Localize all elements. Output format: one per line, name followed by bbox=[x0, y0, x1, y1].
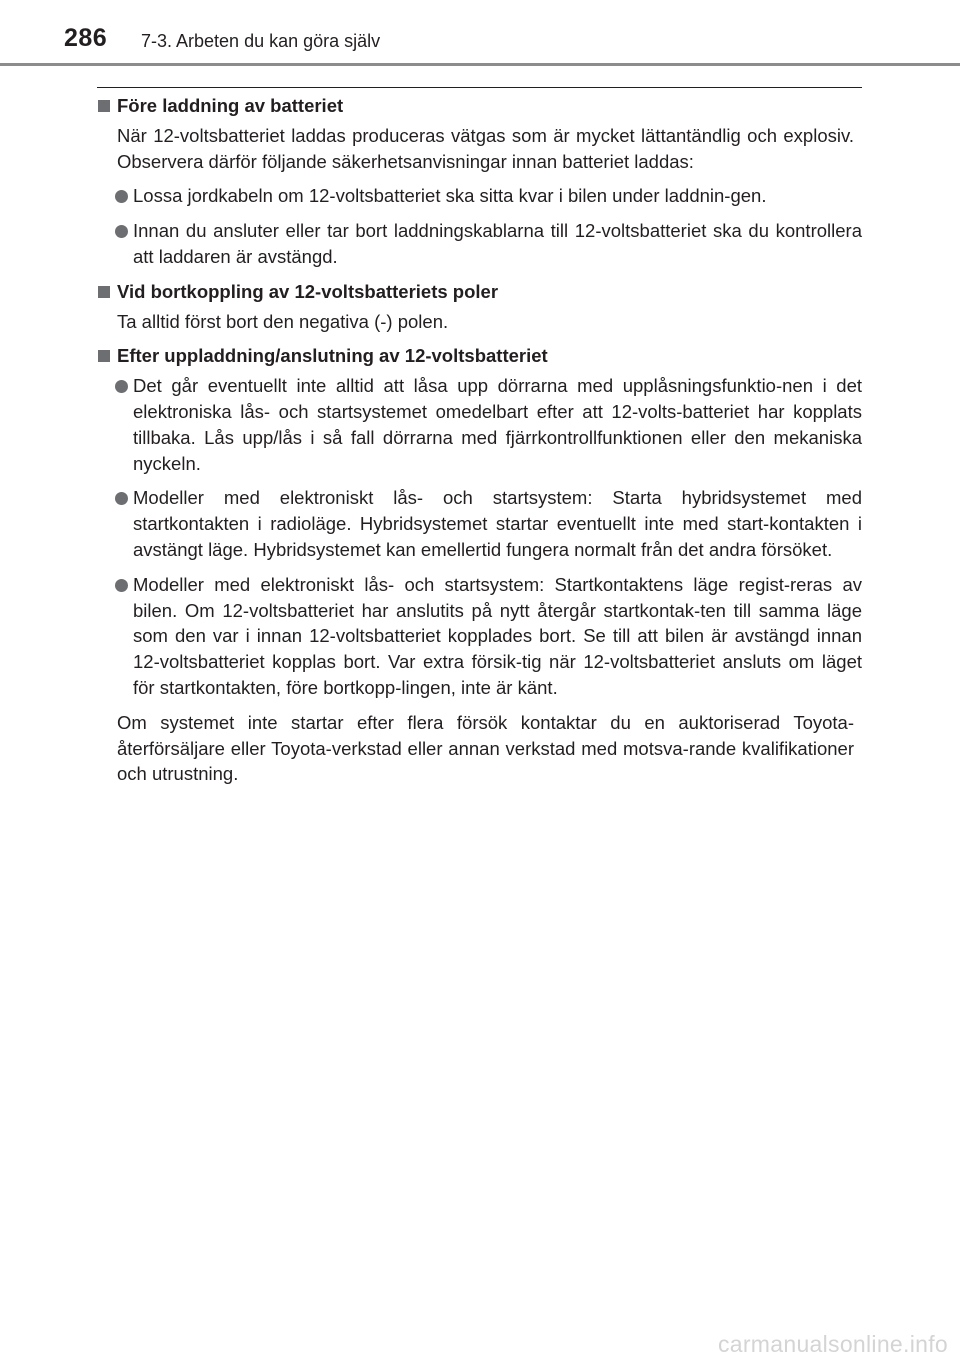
section-heading-after-recharging bbox=[97, 343, 862, 369]
list-item-text: Modeller med elektroniskt lås- och startsystem: Starta hybridsystemet med startkontakten i radioläge. Hybridsystemet startar eventuellt inte med start-kontakten i avstängt läge. Hybridsystemet kan emellertid fungera normalt från det andra försöket. bbox=[133, 487, 862, 560]
page-content bbox=[97, 93, 862, 796]
watermark: carmanualsonline.info bbox=[717, 1331, 948, 1357]
paragraph: Ta alltid först bort den negativa (-) polen. bbox=[117, 310, 449, 332]
list-item-text: Lossa jordkabeln om 12-voltsbatteriet ska sitta kvar i bilen under laddnin-gen. bbox=[133, 185, 767, 207]
list-item-text: Modeller med elektroniskt lås- och startsystem: Startkontaktens läge regist-reras av bilen. Om 12-voltsbatteriet har anslutits på nytt återgår startkontak-ten till samma läge som den var i innan 12-voltsbatteriet kopplades bort. Se till att bilen är avstängd innan 12-voltsbatteriet kopplas bort. Var extra försik-tig när 12-voltsbatteriet ansluts om läget för startkontakten, före bortkopp-lingen, inte är känt. bbox=[133, 573, 862, 698]
circle-bullet-icon bbox=[115, 492, 128, 505]
list-item bbox=[97, 485, 862, 562]
list-item bbox=[97, 183, 862, 209]
square-bullet-icon bbox=[98, 100, 110, 112]
circle-bullet-icon bbox=[115, 225, 128, 238]
square-bullet-icon bbox=[98, 350, 110, 362]
heading-text: Vid bortkoppling av 12-voltsbatteriets poler bbox=[117, 280, 499, 302]
list-item-text: Innan du ansluter eller tar bort laddningskablarna till 12-voltsbatteriet ska du kontrollera att laddaren är avstängd. bbox=[133, 220, 862, 267]
content-top-rule bbox=[97, 87, 862, 88]
page-number: 286 bbox=[64, 24, 108, 52]
heading-text: Före laddning av batteriet bbox=[117, 95, 344, 116]
list-item bbox=[97, 572, 862, 701]
circle-bullet-icon bbox=[115, 579, 128, 592]
section-heading-before-charging bbox=[97, 93, 862, 119]
header-rule bbox=[0, 63, 960, 66]
circle-bullet-icon bbox=[115, 190, 128, 203]
square-bullet-icon bbox=[98, 286, 110, 298]
list-item bbox=[97, 218, 862, 270]
heading-text: Efter uppladdning/anslutning av 12-voltsbatteriet bbox=[117, 345, 548, 367]
section-title: 7-3. Arbeten du kan göra själv bbox=[141, 31, 381, 51]
circle-bullet-icon bbox=[115, 380, 128, 393]
paragraph: När 12-voltsbatteriet laddas produceras vätgas som är mycket lättantändlig och explosiv. Observera därför följande säkerhetsanvisningar innan batteriet laddas: bbox=[117, 124, 854, 172]
list-item bbox=[97, 373, 862, 476]
page-header bbox=[0, 0, 960, 66]
list-item-text: Det går eventuellt inte alltid att låsa upp dörrarna med upplåsningsfunktio-nen i det elektroniska lås- och startsystemet omedelbart efter att 12-volts-batteriet har kopplats tillbaka. Lås upp/lås i så fall dörrarna med fjärrkontrollfunktionen eller den mekaniska nyckeln. bbox=[133, 375, 862, 474]
closing-paragraph: Om systemet inte startar efter flera försök kontaktar du en auktoriserad Toyota-återförsäljare eller Toyota-verkstad eller annan verkstad med motsva-rande kvalifikationer och utrustning. bbox=[117, 711, 854, 785]
section-heading-disconnecting-poles bbox=[97, 279, 862, 305]
